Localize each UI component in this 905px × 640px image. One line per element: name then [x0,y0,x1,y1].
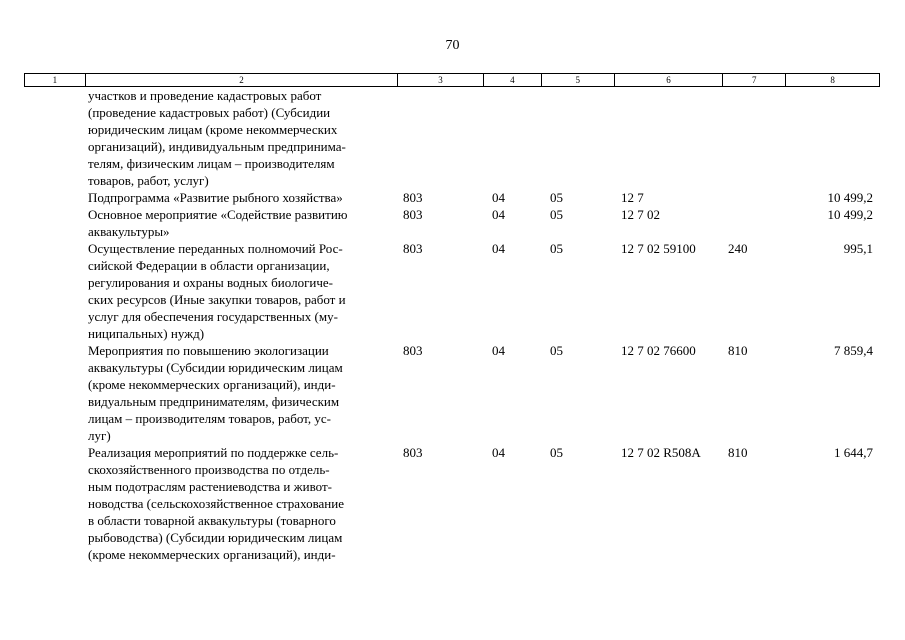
row-target-code: 12 7 02 R508A [621,445,701,460]
header-cell-6: 6 [615,74,724,86]
row-admin-code: 803 [403,190,423,205]
row-target-code: 12 7 02 76600 [621,343,696,358]
header-cell-5: 5 [542,74,615,86]
table-row [24,342,880,444]
row-section: 04 [492,445,505,460]
table-row [24,206,880,240]
row-name: Реализация мероприятий по поддержке сель- скохозяйственного производства по отдель- ным подотраслям растениеводства и живот- новодства (сельскохозяйственное страхование в области товарной аквакультуры (товарного рыбоводства) (Субсидии юридическим лицам (кроме некоммерческих организаций), инди- [88,445,344,562]
row-target-code: 12 7 [621,190,644,205]
row-section: 04 [492,343,505,358]
row-admin-code: 803 [403,241,423,256]
row-sum: 7 859,4 [834,343,873,358]
row-sum: 10 499,2 [827,190,873,205]
table-row [24,87,880,189]
row-expense-type: 810 [728,445,748,460]
row-section: 04 [492,190,505,205]
row-admin-code: 803 [403,445,423,460]
row-name: участков и проведение кадастровых работ (проведение кадастровых работ) (Субсидии юридическим лицам (кроме некоммерческих организаций), индивидуальным предпринима- телям, физическим лицам – производителям товаров, работ, услуг) [88,88,346,188]
page-number: 70 [445,38,460,53]
row-subsection: 05 [550,445,563,460]
row-section: 04 [492,241,505,256]
table-header [24,73,880,87]
row-subsection: 05 [550,343,563,358]
row-target-code: 12 7 02 [621,207,660,222]
header-cell-1: 1 [25,74,86,86]
header-cell-4: 4 [484,74,542,86]
row-admin-code: 803 [403,207,423,222]
row-sum: 10 499,2 [827,207,873,222]
row-target-code: 12 7 02 59100 [621,241,696,256]
row-expense-type: 240 [728,241,748,256]
row-section: 04 [492,207,505,222]
row-name: Основное мероприятие «Содействие развитию аквакультуры» [88,207,348,239]
row-name: Осуществление переданных полномочий Рос- сийской Федерации в области организации, регулирования и охраны водных биологиче- ских ресурсов (Иные закупки товаров, работ и услуг для обеспечения государственных (му- ниципальных) нужд) [88,241,346,341]
row-admin-code: 803 [403,343,423,358]
row-sum: 1 644,7 [834,445,873,460]
row-subsection: 05 [550,207,563,222]
table-row [24,444,880,563]
row-sum: 995,1 [843,241,873,256]
header-cell-7: 7 [723,74,786,86]
row-name: Подпрограмма «Развитие рыбного хозяйства» [88,190,343,205]
row-subsection: 05 [550,241,563,256]
row-name: Мероприятия по повышению экологизации аквакультуры (Субсидии юридическим лицам (кроме некоммерческих организаций), инди- видуальным предпринимателям, физическим лицам – производителям товаров, работ, ус- луг) [88,343,343,443]
row-subsection: 05 [550,190,563,205]
table-row [24,240,880,342]
table-body [24,87,880,563]
table-row [24,189,880,206]
header-cell-3: 3 [398,74,484,86]
header-cell-8: 8 [830,75,835,85]
row-expense-type: 810 [728,343,748,358]
header-cell-2: 2 [86,74,398,86]
